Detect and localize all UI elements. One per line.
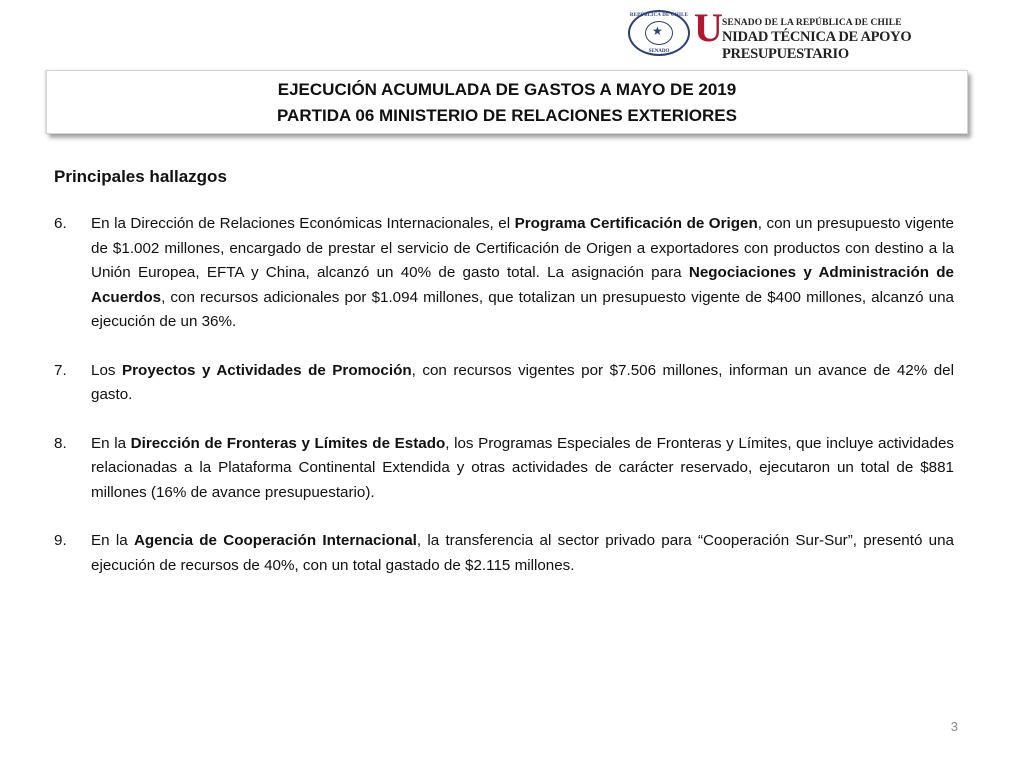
finding-text-segment: , la transferencia al sector privado para “Cooperación Sur-Sur”, presentó una ejecución de recursos de 40%, con un total gastado de $2.115 millones.: [91, 532, 954, 574]
finding-text-segment: , los Programas Especiales de Fronteras y Límites, que incluye actividades relacionadas a la Plataforma Continental Extendida y otras actividades de carácter reservado, ejecutaron un total de $881 millones (16% de avance presupuestario).: [91, 434, 954, 501]
findings-list: [54, 212, 954, 602]
finding-text: [91, 432, 954, 506]
title-box: [46, 70, 968, 134]
finding-number: 9.: [54, 532, 67, 549]
logo-line-senado: SENADO DE LA REPÚBLICA DE CHILE: [722, 18, 902, 28]
finding-text: [91, 529, 954, 578]
finding-text-segment: En la: [91, 434, 131, 452]
finding-text: [91, 212, 954, 335]
finding-text-segment: , con recursos adicionales por $1.094 millones, que totalizan un presupuesto vigente de $400 millones, alcanzó una ejecución de un 36%.: [91, 288, 954, 330]
finding-text: [91, 359, 954, 408]
finding-highlight: Negociaciones y Administración de Acuerdos: [91, 264, 954, 306]
finding-highlight: Dirección de Fronteras y Límites de Estado: [130, 434, 446, 452]
finding-item: [54, 212, 954, 335]
finding-text-segment: , con recursos vigentes por $7.506 millones, informan un avance de 42% del gasto.: [91, 361, 954, 403]
finding-text-segment: En la Dirección de Relaciones Económicas Internacionales, el: [91, 215, 515, 232]
finding-text-segment: Los: [91, 361, 122, 379]
finding-item: [54, 529, 954, 578]
senado-seal-icon: REPÚBLICA DE CHILE ★ SENADO: [628, 10, 690, 56]
page-number: 3: [950, 719, 958, 734]
page-subtitle: PARTIDA 06 MINISTERIO DE RELACIONES EXTERIORES: [276, 106, 737, 125]
header-logo: [626, 5, 1016, 62]
finding-highlight: Proyectos y Actividades de Promoción: [122, 361, 412, 379]
finding-item: [54, 359, 954, 408]
page-title: EJECUCIÓN ACUMULADA DE GASTOS A MAYO DE 2019: [277, 80, 737, 99]
finding-number: 7.: [54, 361, 67, 379]
finding-text-segment: , con un presupuesto vigente de $1.002 millones, encargado de prestar el servicio de Certificación de Origen a exportadores con productos con destino a la Unión Europea, EFTA y China, alcanzó un 40% de gasto total. La asignación para: [91, 215, 954, 281]
section-heading: Principales hallazgos: [54, 167, 227, 186]
logo-letter: U: [694, 5, 723, 50]
finding-highlight: Agencia de Cooperación Internacional: [133, 532, 417, 549]
finding-text-segment: En la: [91, 532, 134, 549]
finding-number: 8.: [54, 434, 67, 452]
finding-item: [54, 432, 954, 506]
logo-line-unidad: NIDAD TÉCNICA DE APOYO PRESUPUESTARIO: [722, 29, 912, 62]
finding-number: 6.: [54, 215, 67, 232]
finding-highlight: Programa Certificación de Origen: [514, 215, 758, 232]
